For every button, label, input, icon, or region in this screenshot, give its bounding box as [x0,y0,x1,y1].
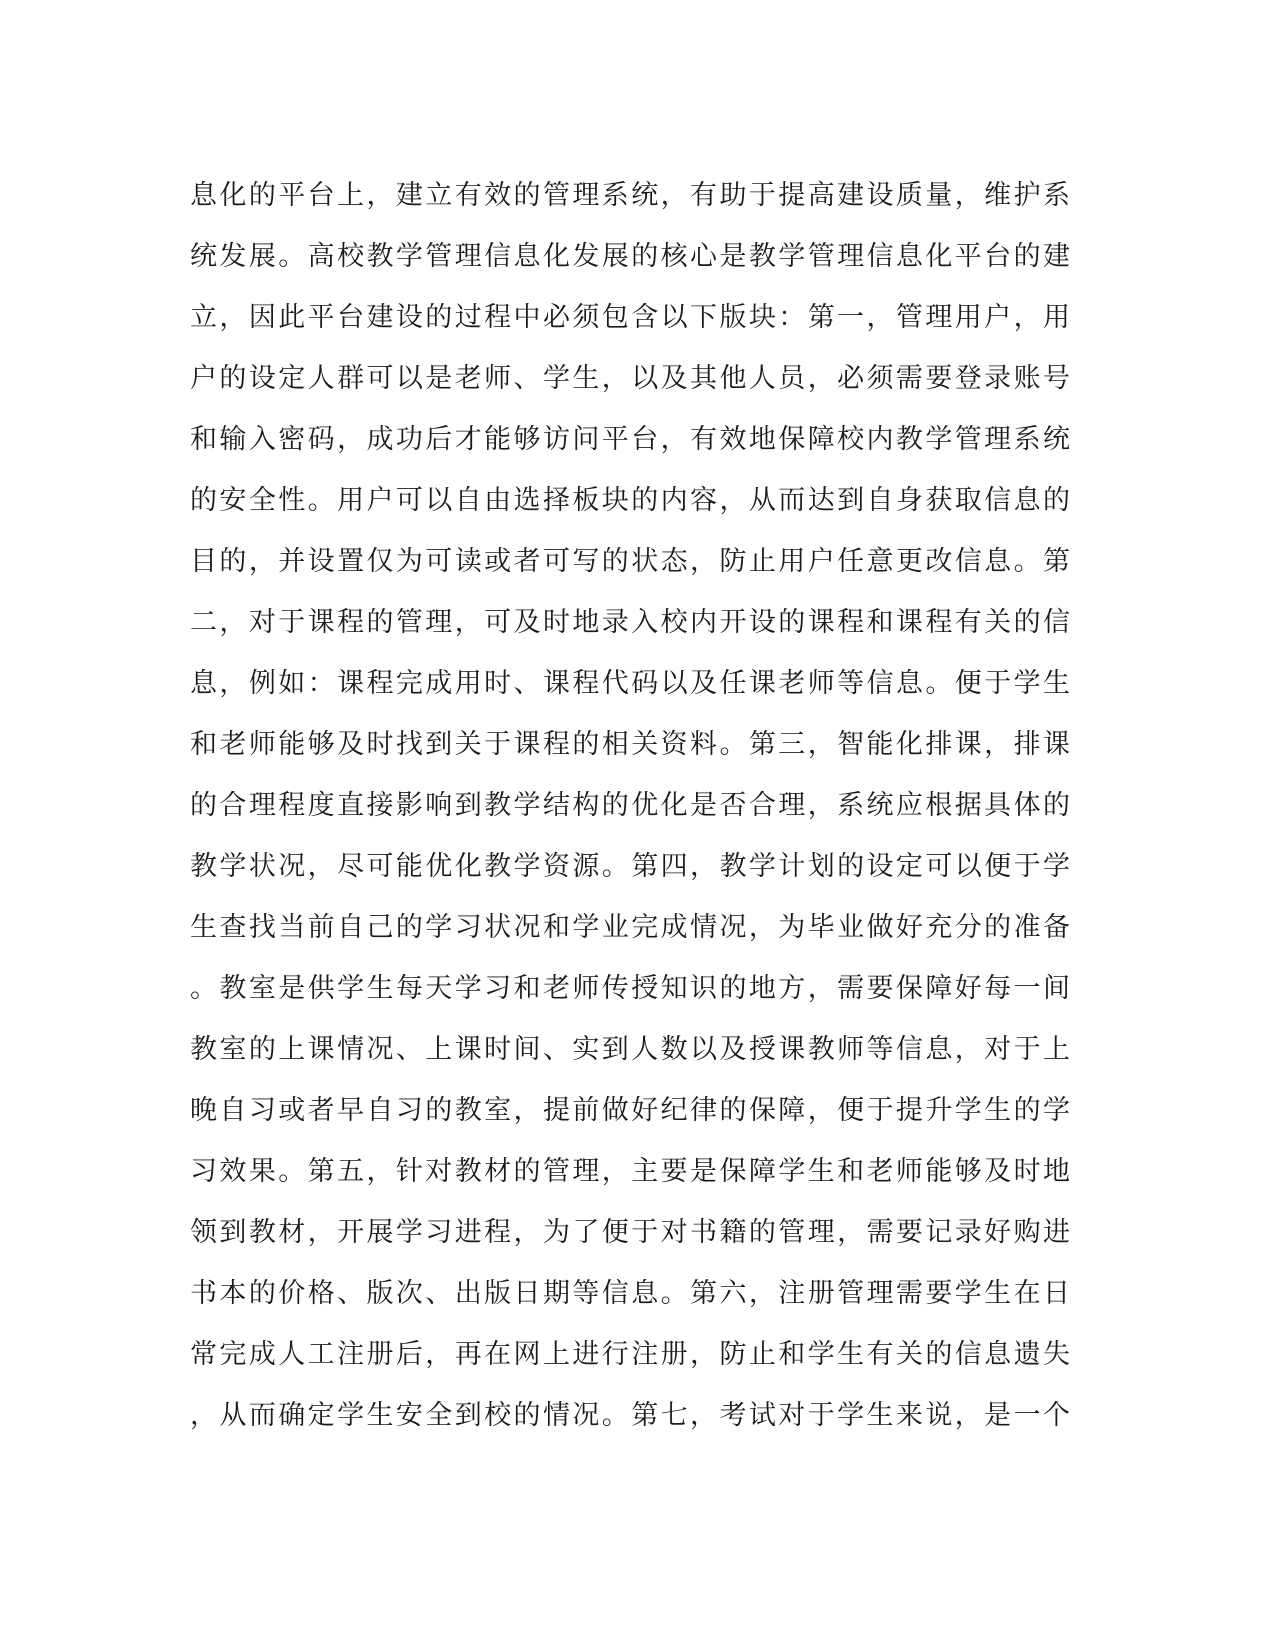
body-text [190,165,1070,1446]
text-line: 。教室是供学生每天学习和老师传授知识的地方，需要保障好每一间 [190,973,1070,1004]
text-line: 晚自习或者早自习的教室，提前做好纪律的保障，便于提升学生的学 [190,1095,1070,1126]
text-line: 习效果。第五，针对教材的管理，主要是保障学生和老师能够及时地 [190,1156,1070,1187]
text-line: 教学状况，尽可能优化教学资源。第四，教学计划的设定可以便于学 [190,851,1070,882]
text-line: 户的设定人群可以是老师、学生，以及其他人员，必须需要登录账号 [190,363,1070,394]
text-line: 目的，并设置仅为可读或者可写的状态，防止用户任意更改信息。第 [190,546,1070,577]
text-line: 领到教材，开展学习进程，为了便于对书籍的管理，需要记录好购进 [190,1217,1070,1248]
text-line: 立，因此平台建设的过程中必须包含以下版块：第一，管理用户，用 [190,302,1070,333]
text-line: 和老师能够及时找到关于课程的相关资料。第三，智能化排课，排课 [190,729,1070,760]
text-line: 生查找当前自己的学习状况和学业完成情况，为毕业做好充分的准备 [190,912,1070,943]
text-line: 息化的平台上，建立有效的管理系统，有助于提高建设质量，维护系 [190,180,1070,211]
text-line: 的安全性。用户可以自由选择板块的内容，从而达到自身获取信息的 [190,485,1070,516]
text-line: 息，例如：课程完成用时、课程代码以及任课老师等信息。便于学生 [190,668,1070,699]
text-line: ，从而确定学生安全到校的情况。第七，考试对于学生来说，是一个 [190,1400,1070,1431]
text-line: 书本的价格、版次、出版日期等信息。第六，注册管理需要学生在日 [190,1278,1070,1309]
text-line: 教室的上课情况、上课时间、实到人数以及授课教师等信息，对于上 [190,1034,1070,1065]
text-line: 统发展。高校教学管理信息化发展的核心是教学管理信息化平台的建 [190,241,1070,272]
text-line: 和输入密码，成功后才能够访问平台，有效地保障校内教学管理系统 [190,424,1070,455]
text-line: 常完成人工注册后，再在网上进行注册，防止和学生有关的信息遗失 [190,1339,1070,1370]
text-line: 二，对于课程的管理，可及时地录入校内开设的课程和课程有关的信 [190,607,1070,638]
text-line: 的合理程度直接影响到教学结构的优化是否合理，系统应根据具体的 [190,790,1070,821]
